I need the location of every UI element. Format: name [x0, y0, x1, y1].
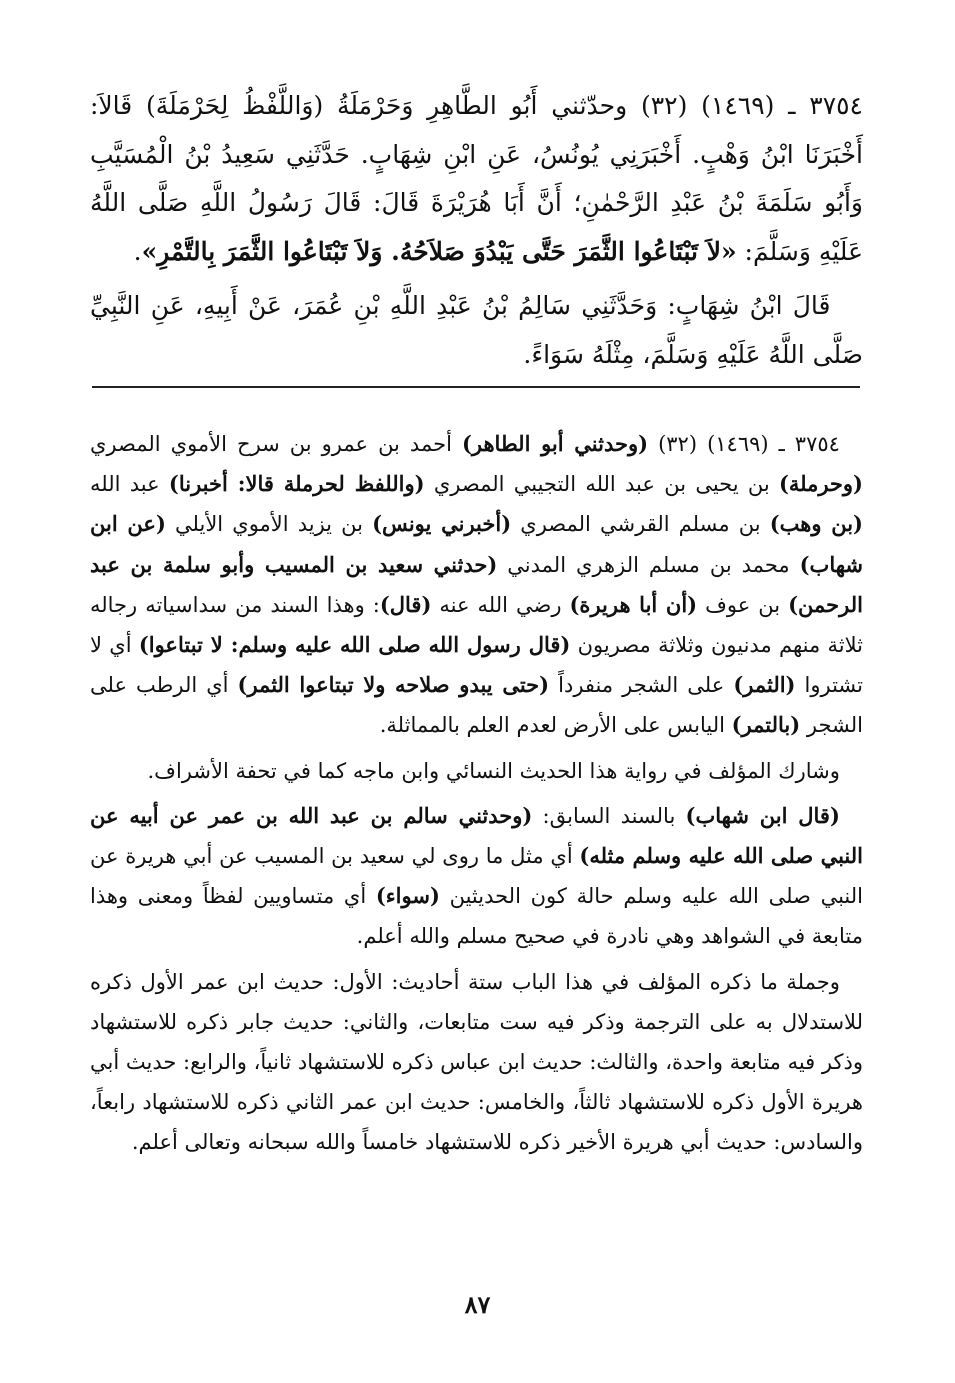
hadith-text-block	[90, 82, 863, 379]
page-number: ٨٧	[464, 1290, 491, 1319]
hadith-paragraph	[90, 282, 863, 379]
hadith-paragraph: ٣٧٥٤ ـ (١٤٦٩) (٣٢) وحدّثني أَبُو الطَّاهِرِ وَحَرْمَلَةُ (وَاللَّفْظُ لِحَرْمَلَةَ) قَالاَ: أَخْبَرَنَا ابْنُ وَهْبٍ. أَخْبَرَنِي يُونُسُ، عَنِ ابْنِ شِهَابٍ. حَدَّثَنِي سَعِيدُ بْنُ الْمُسَيَّبِ وَأَبُو سَلَمَةَ بْنُ عَبْدِ الرَّحْمٰنِ؛ أَنَّ أَبَا هُرَيْرَةَ قَالَ: قَالَ رَسُولُ اللَّهِ صَلَّى اللَّهُ عَلَيْهِ وَسَلَّمَ: «لاَ تَبْتَاعُوا الثَّمَرَ حَتَّى يَبْدُوَ صَلاَحُهُ. وَلاَ تَبْتَاعُوا الثَّمَرَ بِالتَّمْرِ».	[90, 91, 863, 266]
hadith-chain-text: ٣٧٥٤ ـ (١٤٦٩) (٣٢) وحدّثني أَبُو الطَّاهِرِ وَحَرْمَلَةُ (وَاللَّفْظُ لِحَرْمَلَةَ) قَالاَ: أَخْبَرَنَا ابْنُ وَهْبٍ. أَخْبَرَنِي يُونُسُ، عَنِ ابْنِ شِهَابٍ. حَدَّثَنِي سَعِيدُ بْنُ الْمُسَيَّبِ وَأَبُو سَلَمَةَ بْنُ عَبْدِ الرَّحْمٰنِ؛ أَنَّ أَبَا هُرَيْرَةَ قَالَ: قَالَ رَسُولُ اللَّهِ صَلَّى اللَّهُ عَلَيْهِ وَسَلَّمَ:	[90, 91, 863, 266]
commentary-paragraph: وجملة ما ذكره المؤلف في هذا الباب ستة أحاديث: الأول: حديث ابن عمر الأول ذكره للاستدلال به على الترجمة وذكر فيه ست متابعات، والثاني: حديث جابر ذكره للاستشهاد وذكر فيه متابعة واحدة، والثالث: حديث ابن عباس ذكره للاستشهاد ثانياً، والرابع: حديث أبي هريرة الأول ذكره للاستشهاد ثالثاً، والخامس: حديث ابن عمر الثاني ذكره للاستشهاد رابعاً، والسادس: حديث أبي هريرة الأخير ذكره للاستشهاد خامساً والله سبحانه وتعالى أعلم.	[90, 969, 863, 1155]
hadith-followup-text: قَالَ ابْنُ شِهَابٍ: وَحَدَّثَنِي سَالِمُ بْنُ عَبْدِ اللَّهِ بْنِ عُمَرَ، عَنْ أَبِيهِ، عَنِ النَّبِيِّ صَلَّى اللَّهُ عَلَيْهِ وَسَلَّمَ، مِثْلَهُ سَوَاءً.	[90, 291, 863, 369]
commentary-block	[90, 424, 863, 1163]
hadith-matn: «لاَ تَبْتَاعُوا الثَّمَرَ حَتَّى يَبْدُوَ صَلاَحُهُ. وَلاَ تَبْتَاعُوا الثَّمَرَ بِالتَّمْرِ»	[141, 236, 737, 266]
commentary-paragraph: وشارك المؤلف في رواية هذا الحديث النسائي وابن ماجه كما في تحفة الأشراف.	[147, 758, 840, 783]
footnote-divider	[92, 386, 860, 388]
commentary-paragraph: (قال ابن شهاب) بالسند السابق: (وحدثني سالم بن عبد الله بن عمر عن أبيه عن النبي صلى الله عليه وسلم مثله) أي مثل ما روى لي سعيد بن المسيب عن أبي هريرة عن النبي صلى الله عليه وسلم حالة كون الحديثين (سواء) أي متساويين لفظاً ومعنى وهذا متابعة في الشواهد وهي نادرة في صحيح مسلم والله أعلم.	[90, 802, 863, 949]
commentary-paragraph: ٣٧٥٤ ـ (١٤٦٩) (٣٢) (وحدثني أبو الطاهر) أحمد بن عمرو بن سرح الأموي المصري (وحرملة) بن يحيى بن عبد الله التجيبي المصري (واللفظ لحرملة قالا: أخبرنا) عبد الله (بن وهب) بن مسلم القرشي المصري (أخبرني يونس) بن يزيد الأموي الأيلي (عن ابن شهاب) محمد بن مسلم الزهري المدني (حدثني سعيد بن المسيب وأبو سلمة بن عبد الرحمن) بن عوف (أن أبا هريرة) رضي الله عنه (قال): وهذا السند من سداسياته رجاله ثلاثة منهم مدنيون وثلاثة مصريون (قال رسول الله صلى الله عليه وسلم: لا تبتاعوا) أي لا تشتروا (الثمر) على الشجر منفرداً (حتى يبدو صلاحه ولا تبتاعوا الثمر) أي الرطب على الشجر (بالتمر) اليابس على الأرض لعدم العلم بالمماثلة.	[90, 431, 864, 738]
